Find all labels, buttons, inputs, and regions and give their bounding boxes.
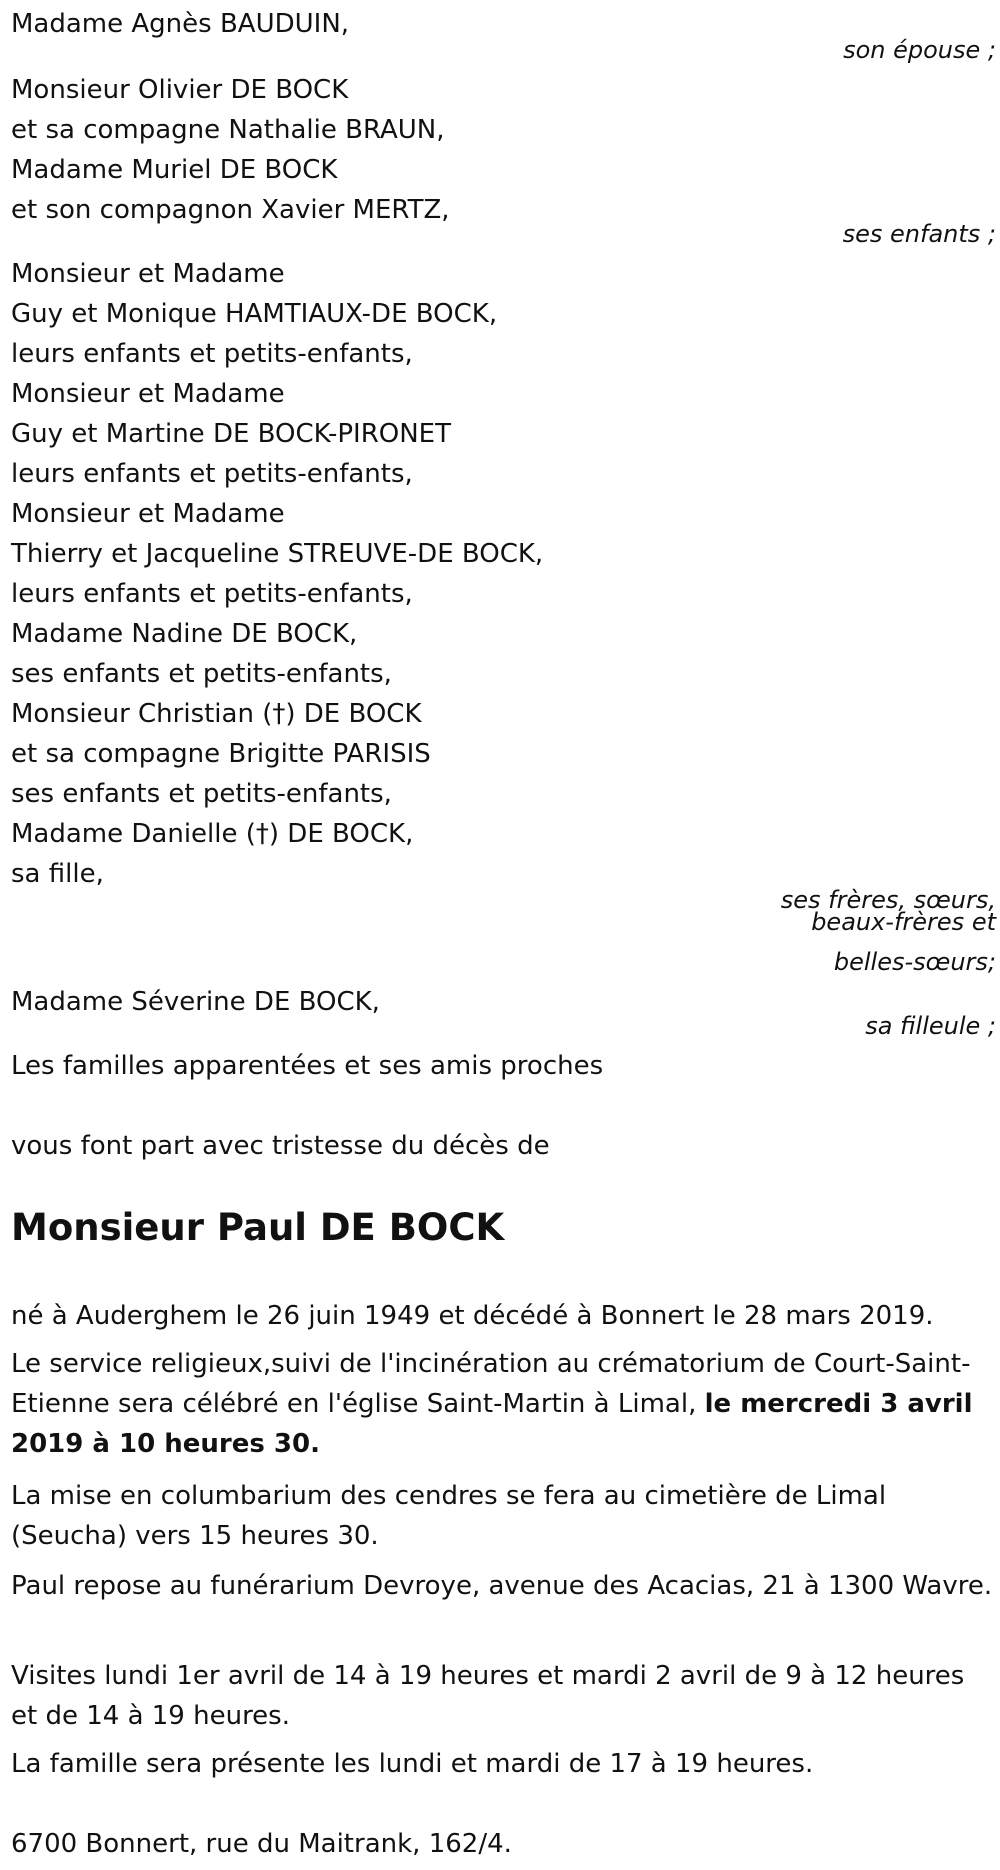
sibling-line: Madame Nadine DE BOCK, — [11, 619, 358, 649]
spouse-role: son épouse ; — [843, 36, 996, 64]
deceased-name: Monsieur Paul DE BOCK — [11, 1206, 505, 1249]
intro-line: vous font part avec tristesse du décès de — [11, 1131, 550, 1161]
sibling-line: Monsieur et Madame — [11, 259, 285, 289]
sibling-line: Thierry et Jacqueline STREUVE-DE BOCK, — [11, 539, 544, 569]
siblings-role: beaux-frères et — [811, 908, 996, 936]
sibling-line: et sa compagne Brigitte PARISIS — [11, 739, 431, 769]
service-paragraph — [11, 1344, 996, 1464]
service-text: Le service religieux,suivi de l'incinération au crématorium de Court-Saint-Etienne sera célébré en l'église Saint-Martin à Limal, — [11, 1349, 971, 1419]
address-line: 6700 Bonnert, rue du Maitrank, 162/4. — [11, 1829, 512, 1859]
service-date: le mercredi 3 avril 2019 à 10 heures 30. — [11, 1389, 973, 1459]
sibling-line: sa fille, — [11, 859, 104, 889]
sibling-line: Monsieur et Madame — [11, 379, 285, 409]
birth-death-line: né à Auderghem le 26 juin 1949 et décédé à Bonnert le 28 mars 2019. — [11, 1301, 934, 1331]
columbarium-paragraph: La mise en columbarium des cendres se fera au cimetière de Limal (Seucha) vers 15 heures 30. — [11, 1481, 887, 1551]
visits-paragraph: Visites lundi 1er avril de 14 à 19 heures et mardi 2 avril de 9 à 12 heures et de 14 à 19 heures. — [11, 1661, 965, 1731]
families-line: Les familles apparentées et ses amis proches — [11, 1051, 604, 1081]
goddaughter-role: sa filleule ; — [865, 1012, 996, 1040]
funerarium-paragraph: Paul repose au funérarium Devroye, avenue des Acacias, 21 à 1300 Wavre. — [11, 1571, 993, 1601]
family-presence-line: La famille sera présente les lundi et mardi de 17 à 19 heures. — [11, 1749, 814, 1779]
sibling-line: Guy et Monique HAMTIAUX-DE BOCK, — [11, 299, 498, 329]
sibling-line: leurs enfants et petits-enfants, — [11, 579, 413, 609]
sibling-line: Monsieur et Madame — [11, 499, 285, 529]
goddaughter-name: Madame Séverine DE BOCK, — [11, 987, 380, 1017]
child-line: Madame Muriel DE BOCK — [11, 155, 338, 185]
sibling-line: Monsieur Christian (†) DE BOCK — [11, 699, 422, 729]
sibling-line: Guy et Martine DE BOCK-PIRONET — [11, 419, 451, 449]
child-line: et son compagnon Xavier MERTZ, — [11, 195, 450, 225]
sibling-line: leurs enfants et petits-enfants, — [11, 339, 413, 369]
child-line: Monsieur Olivier DE BOCK — [11, 75, 349, 105]
sibling-line: ses enfants et petits-enfants, — [11, 659, 392, 689]
sibling-line: Madame Danielle (†) DE BOCK, — [11, 819, 414, 849]
child-line: et sa compagne Nathalie BRAUN, — [11, 115, 445, 145]
children-role: ses enfants ; — [842, 220, 996, 248]
siblings-role: belles-sœurs; — [833, 948, 996, 976]
sibling-line: leurs enfants et petits-enfants, — [11, 459, 413, 489]
sibling-line: ses enfants et petits-enfants, — [11, 779, 392, 809]
siblings-role: ses frères, sœurs, — [780, 886, 996, 914]
spouse-name: Madame Agnès BAUDUIN, — [11, 9, 350, 39]
